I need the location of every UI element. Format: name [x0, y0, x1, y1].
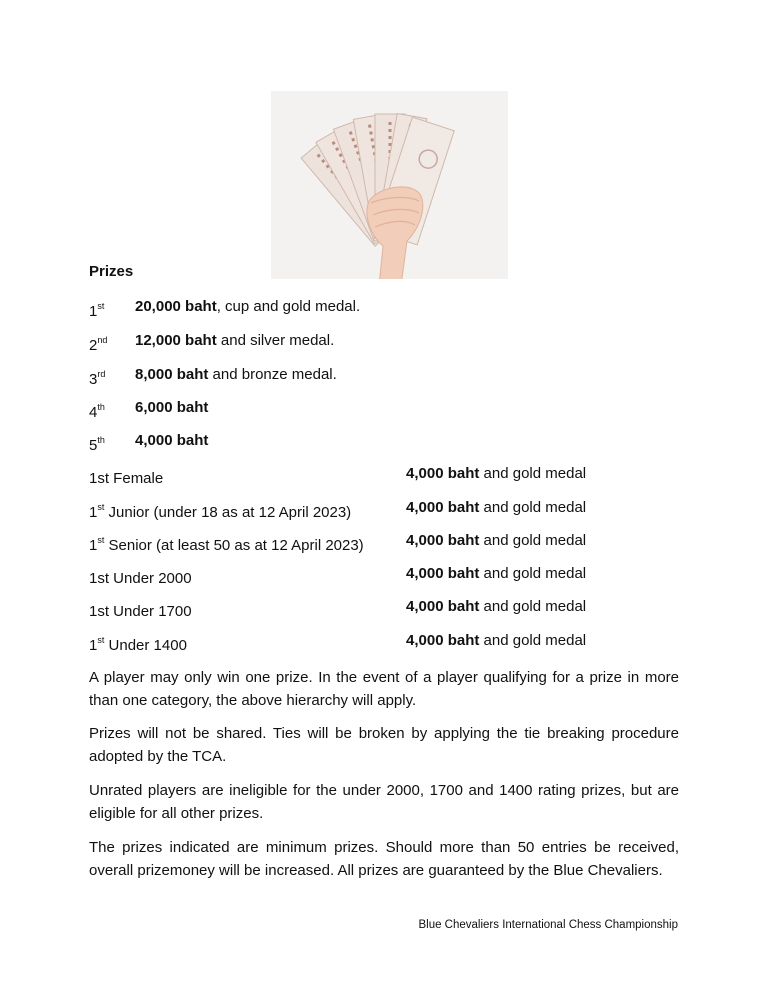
category-label: 1st Junior (under 18 as at 12 April 2023) — [89, 502, 352, 521]
category-row-senior — [89, 530, 689, 552]
prizes-heading: Prizes — [89, 263, 134, 280]
category-label: 1st Female — [89, 470, 164, 487]
prize-description: 6,000 baht — [135, 399, 209, 416]
prize-description: 12,000 baht and silver medal. — [135, 332, 335, 349]
category-row-under-1700 — [89, 596, 689, 618]
page-footer: Blue Chevaliers International Chess Championship — [418, 919, 678, 931]
category-label: 1st Under 1700 — [89, 603, 192, 620]
category-award: 4,000 baht and gold medal — [406, 465, 587, 482]
category-row-female — [89, 463, 689, 485]
category-award: 4,000 baht and gold medal — [406, 598, 587, 615]
paragraph-one-prize-rule: A player may only win one prize. In the event of a player qualifying for a prize in more than one category, the above hierarchy will apply. — [89, 669, 679, 709]
rank-ordinal: 3rd — [89, 369, 106, 388]
paragraph-tie-rule: Prizes will not be shared. Ties will be broken by applying the tie breaking procedure adopted by the TCA. — [89, 725, 679, 765]
category-row-under-1400 — [89, 630, 689, 652]
category-award: 4,000 baht and gold medal — [406, 532, 587, 549]
category-label: 1st Under 1400 — [89, 635, 187, 654]
category-award: 4,000 baht and gold medal — [406, 499, 587, 516]
category-label: 1st Senior (at least 50 as at 12 April 2023) — [89, 535, 364, 554]
prize-description: 20,000 baht, cup and gold medal. — [135, 298, 361, 315]
paragraph-unrated-rule: Unrated players are ineligible for the under 2000, 1700 and 1400 rating prizes, but are eligible for all other prizes. — [89, 782, 679, 822]
category-award: 4,000 baht and gold medal — [406, 632, 587, 649]
paragraph-minimum-prizes: The prizes indicated are minimum prizes. Should more than 50 entries be received, overall prizemoney will be increased. All prizes are guaranteed by the Blue Chevaliers. — [89, 839, 679, 879]
category-row-under-2000 — [89, 563, 689, 585]
rank-ordinal: 2nd — [89, 335, 108, 354]
rank-ordinal: 4th — [89, 402, 105, 421]
category-label: 1st Under 2000 — [89, 570, 192, 587]
category-award: 4,000 baht and gold medal — [406, 565, 587, 582]
rank-ordinal: 1st — [89, 301, 105, 320]
rank-ordinal: 5th — [89, 435, 105, 454]
prize-description: 4,000 baht — [135, 432, 209, 449]
category-row-junior — [89, 497, 689, 519]
prize-description: 8,000 baht and bronze medal. — [135, 366, 337, 383]
banknotes-in-hand-photo — [271, 91, 508, 279]
